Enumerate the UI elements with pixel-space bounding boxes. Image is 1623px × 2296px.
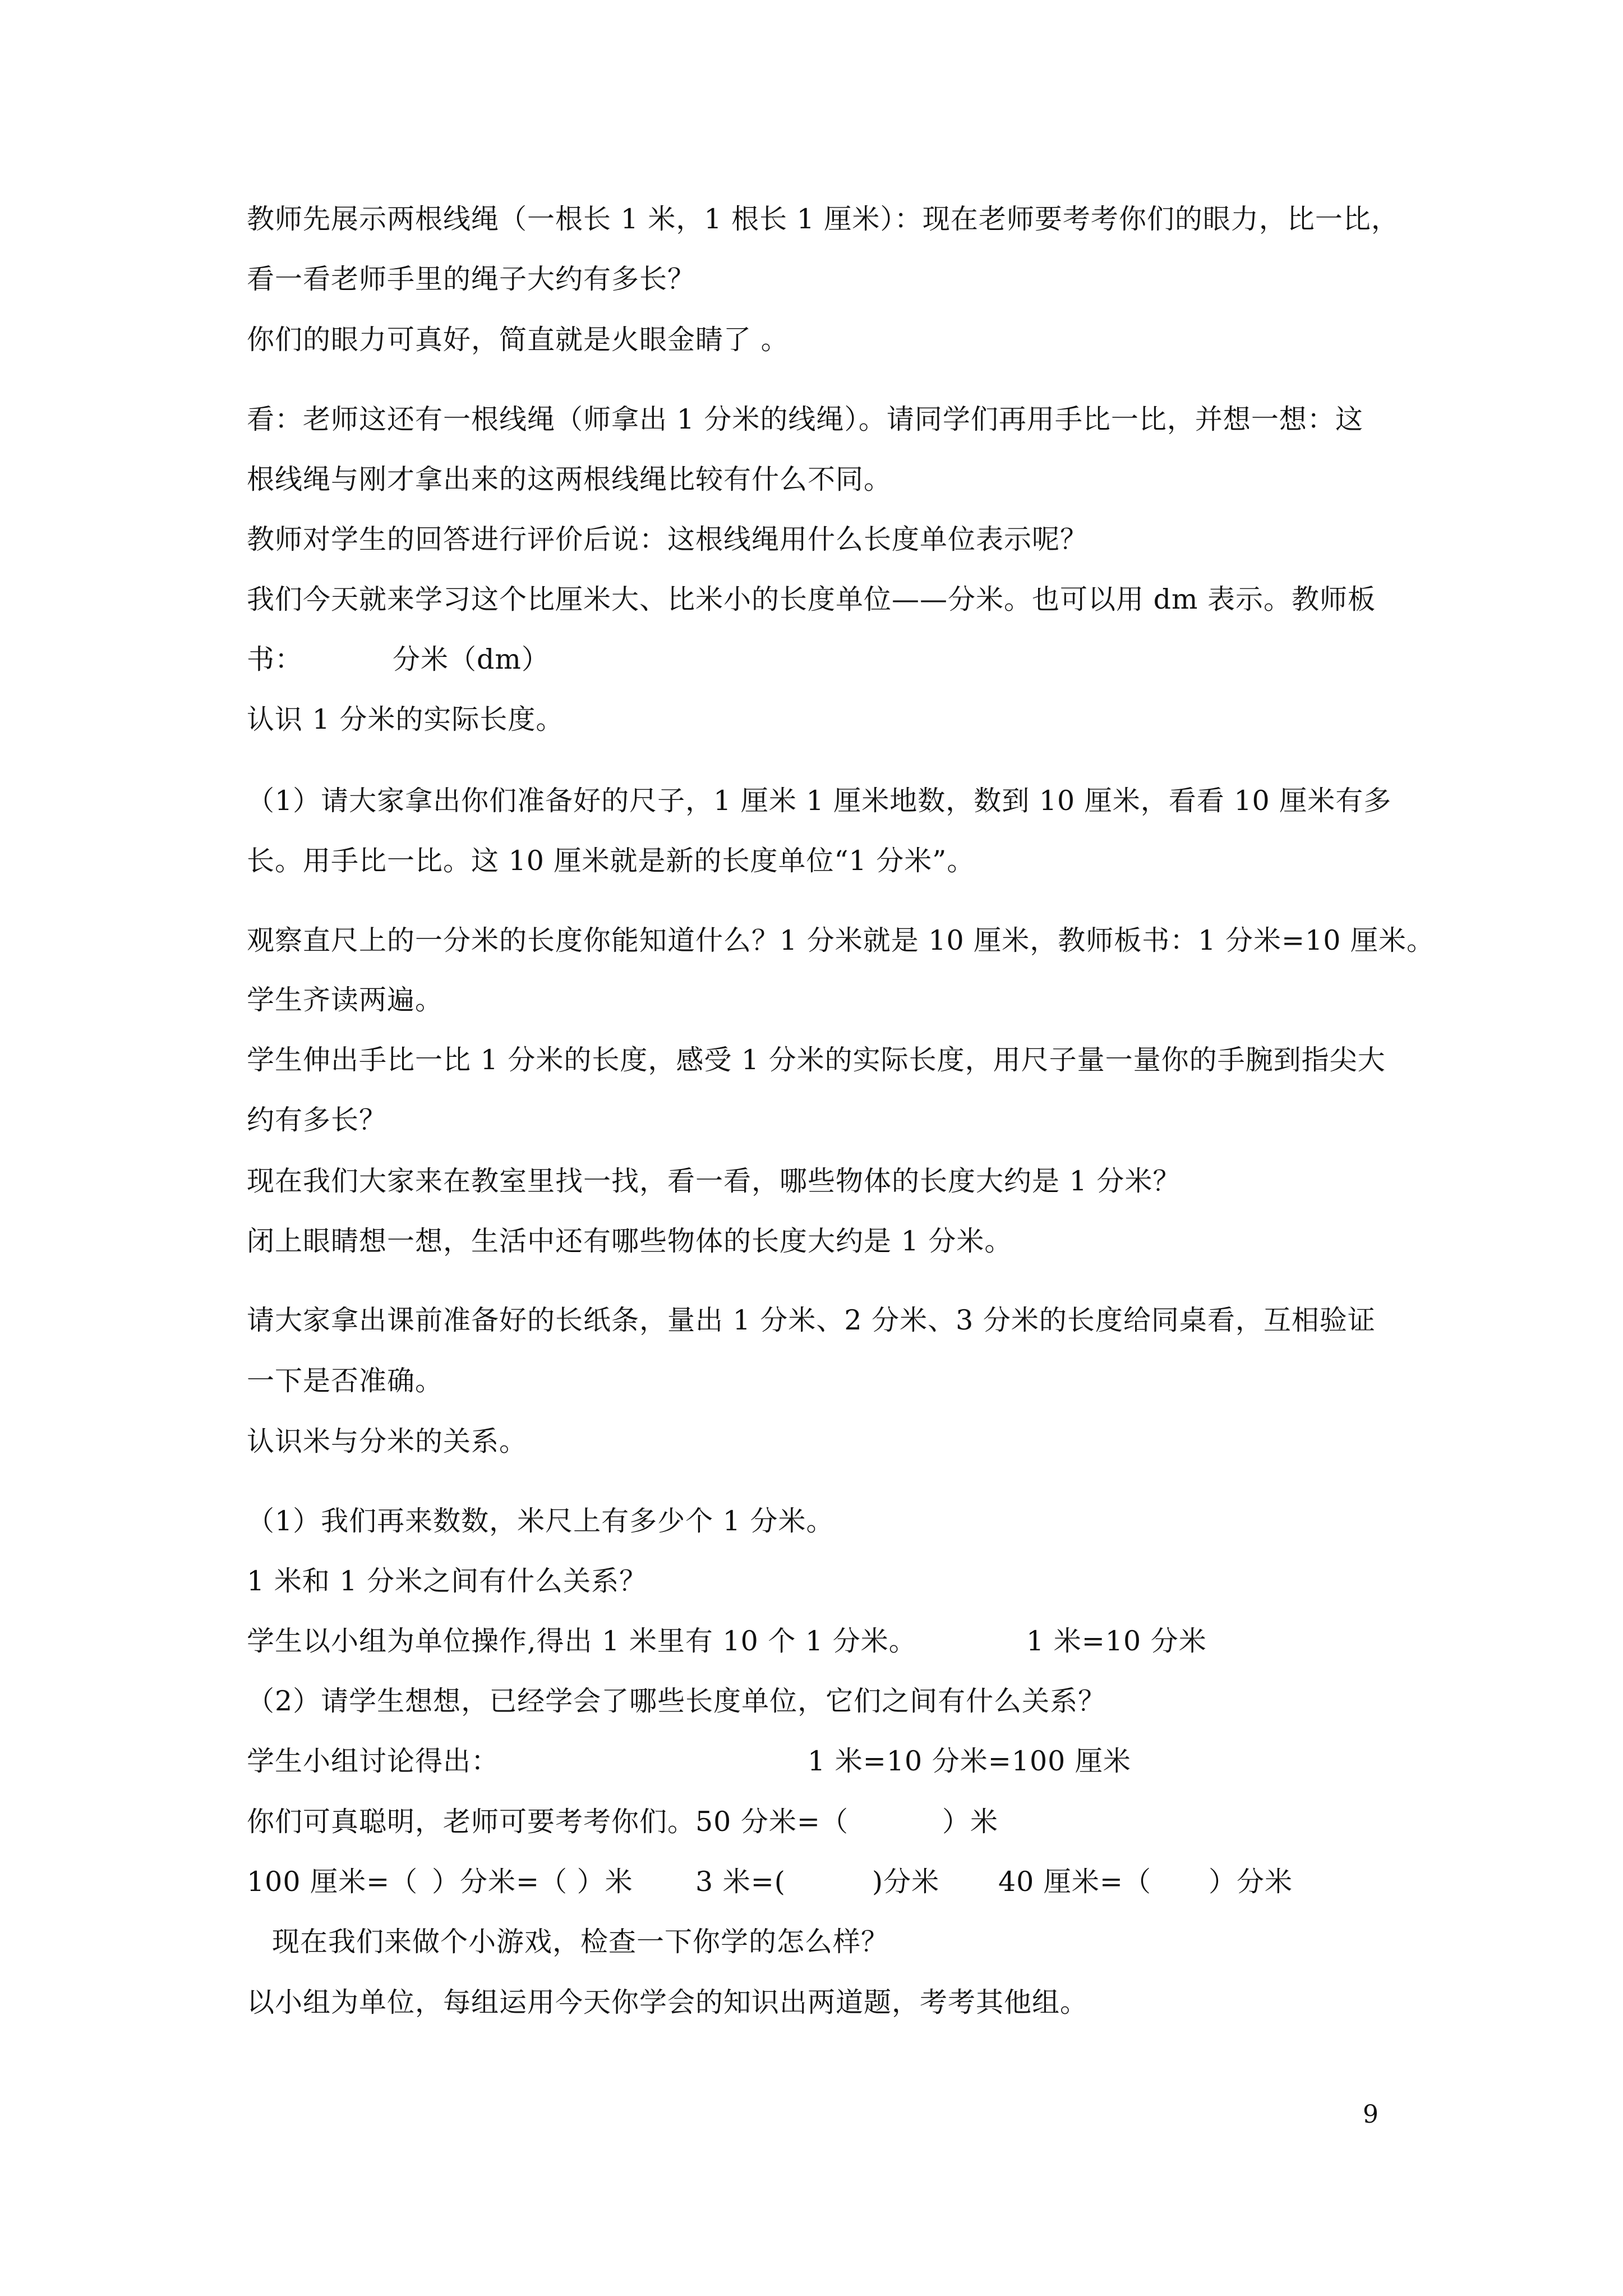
line-text: 学生小组讨论得出： [247,1745,500,1777]
paragraph-line: 教师对学生的回答进行评价后说：这根线绳用什么长度单位表示呢？ [247,523,1089,555]
paragraph-line: 现在我们来做个小游戏，检查一下你学的怎么样？ [272,1926,889,1958]
exercise-text: ）分米 [1209,1866,1293,1898]
paragraph-line: 观察直尺上的一分米的长度你能知道什么？1 分米就是 10 厘米，教师板书：1 分米=10 厘米。 [247,924,1435,956]
paragraph-line: 以小组为单位，每组运用今天你学会的知识出两道题，考考其他组。 [247,1986,1089,2018]
paragraph-line: 一下是否准确。 [247,1365,444,1397]
exercise-text: 3 米=( [695,1866,786,1898]
paragraph-line: 请大家拿出课前准备好的长纸条，量出 1 分米、2 分米、3 分米的长度给同桌看，互相验证 [247,1304,1376,1336]
paragraph-line: 现在我们大家来在教室里找一找，看一看，哪些物体的长度大约是 1 分米？ [247,1165,1181,1197]
paragraph-line: 根线绳与刚才拿出来的这两根线绳比较有什么不同。 [247,463,892,495]
paragraph-line: 1 米和 1 分米之间有什么关系？ [247,1565,648,1597]
paragraph-line: 约有多长？ [247,1104,388,1136]
paragraph-line: （1）请大家拿出你们准备好的尺子，1 厘米 1 厘米地数，数到 10 厘米，看看 10 厘米有多 [247,785,1392,817]
paragraph-line: （2）请学生想想，已经学会了哪些长度单位，它们之间有什么关系？ [247,1685,1106,1717]
paragraph-line: 教师先展示两根线绳（一根长 1 米，1 根长 1 厘米）：现在老师要考考你们的眼力，比一比， [247,203,1399,235]
paragraph-line: 我们今天就来学习这个比厘米大、比米小的长度单位——分米。也可以用 dm 表示。教师板 [247,583,1376,615]
exercise-text: 100 厘米=（ [247,1866,418,1898]
exercise-text: )分米 [872,1866,940,1898]
formula-text: 1 米=10 分米=100 厘米 [808,1745,1131,1777]
paragraph-line: 长。用手比一比。这 10 厘米就是新的长度单位“1 分米”。 [247,845,975,877]
board-label: 书： [247,643,303,675]
paragraph-line: 看：老师这还有一根线绳（师拿出 1 分米的线绳）。请同学们再用手比一比，并想一想：这 [247,403,1363,435]
paragraph-line: （1）我们再来数数，米尺上有多少个 1 分米。 [247,1505,834,1537]
paragraph-line: 看一看老师手里的绳子大约有多长？ [247,263,696,295]
page-number: 9 [1363,2100,1378,2129]
paragraph-line: 学生伸出手比一比 1 分米的长度，感受 1 分米的实际长度，用尺子量一量你的手腕到指尖大 [247,1044,1386,1076]
exercise-text: 你们可真聪明，老师可要考考你们。50 分米=（ [247,1806,849,1838]
paragraph-line: 闭上眼睛想一想，生活中还有哪些物体的长度大约是 1 分米。 [247,1225,1013,1257]
paragraph-line: 你们的眼力可真好，简直就是火眼金睛了 。 [247,324,789,356]
paragraph-line: 学生齐读两遍。 [247,984,444,1016]
formula-text: 1 米=10 分米 [1026,1625,1207,1657]
exercise-text: ）米 [942,1806,999,1838]
board-content: 分米（dm） [393,643,550,675]
exercise-text: ）分米=（ ）米 [432,1866,633,1898]
section-heading: 认识米与分米的关系。 [247,1425,528,1457]
exercise-text: 40 厘米=（ [998,1866,1151,1898]
line-text: 学生以小组为单位操作,得出 1 米里有 10 个 1 分米。 [247,1625,917,1657]
section-heading: 认识 1 分米的实际长度。 [247,703,564,735]
